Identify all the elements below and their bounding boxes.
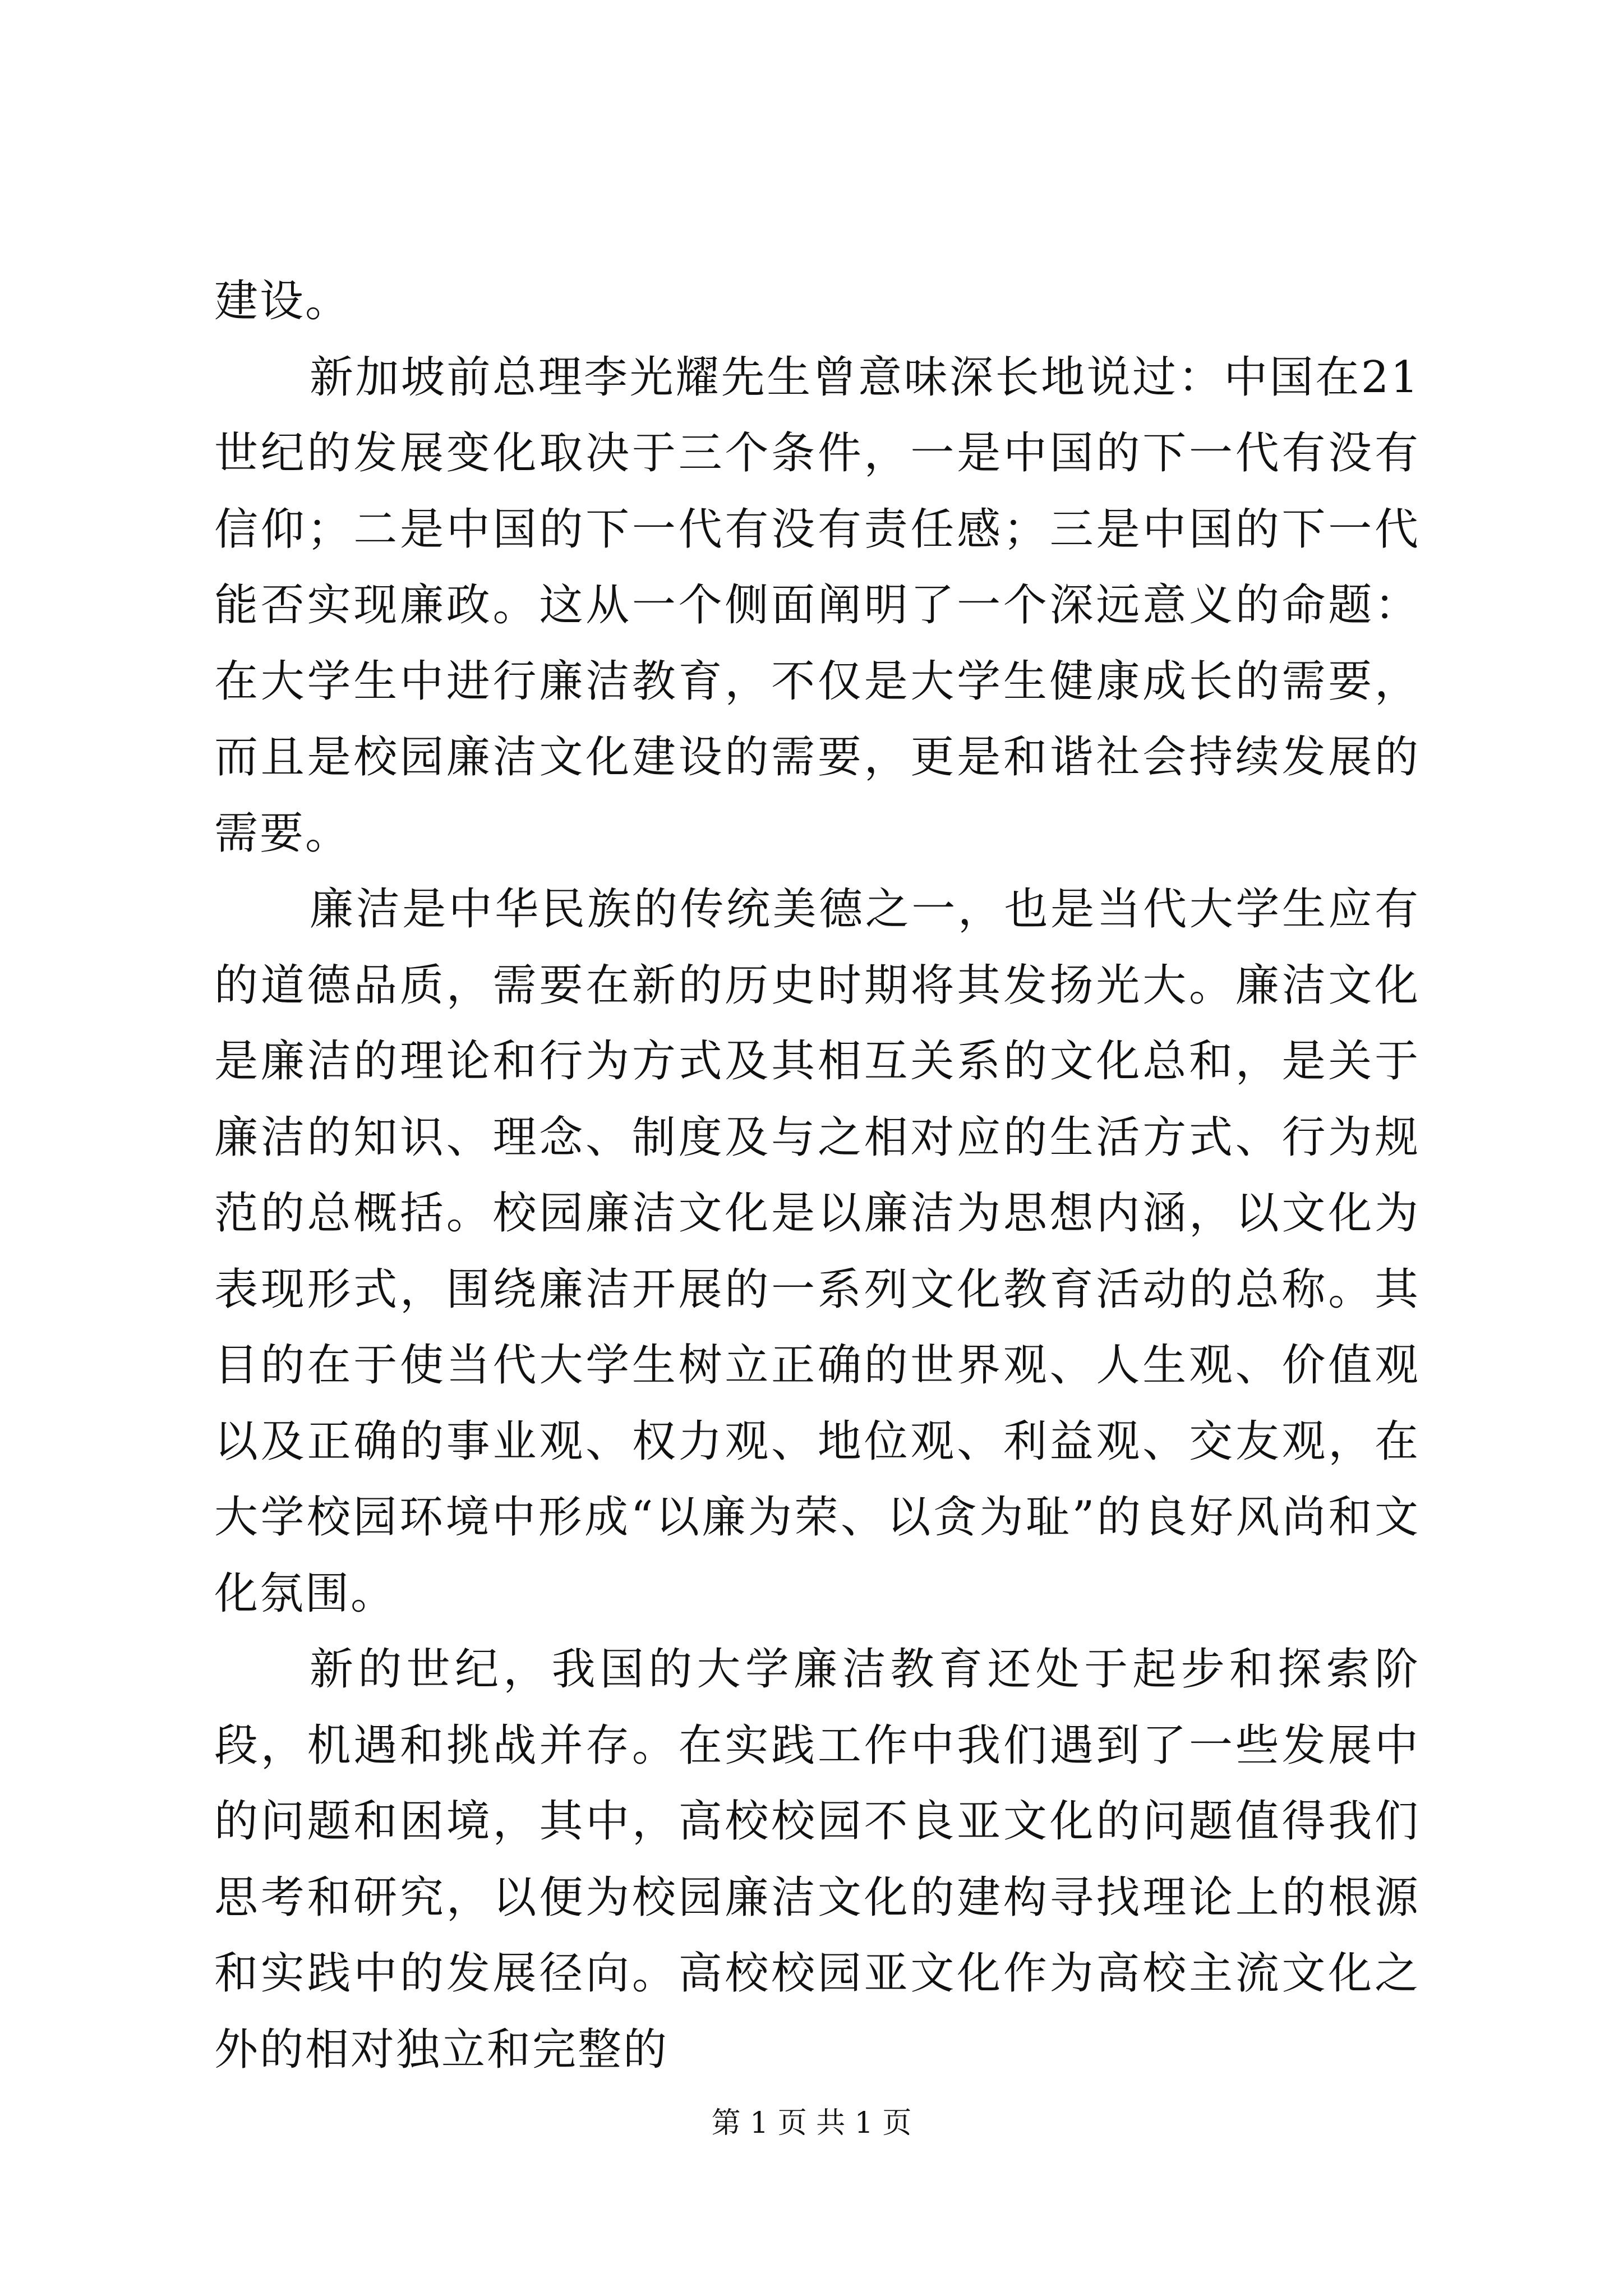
document-body: [214, 264, 1420, 2088]
paragraph-2: 新加坡前总理李光耀先生曾意味深长地说过：中国在21世纪的发展变化取决于三个条件，一是中国的下一代有没有信仰；二是中国的下一代有没有责任感；三是中国的下一代能否实现廉政。这从一个侧面阐明了一个深远意义的命题：在大学生中进行廉洁教育，不仅是大学生健康成长的需要，而且是校园廉洁文化建设的需要，更是和谐社会持续发展的需要。: [214, 352, 1420, 859]
paragraph-1: 建设。: [214, 276, 351, 326]
paragraph-3: 廉洁是中华民族的传统美德之一，也是当代大学生应有的道德品质，需要在新的历史时期将其发扬光大。廉洁文化是廉洁的理论和行为方式及其相互关系的文化总和，是关于廉洁的知识、理念、制度及与之相对应的生活方式、行为规范的总概括。校园廉洁文化是以廉洁为思想内涵，以文化为表现形式，围绕廉洁开展的一系列文化教育活动的总称。其目的在于使当代大学生树立正确的世界观、人生观、价值观以及正确的事业观、权力观、地位观、利益观、交友观，在大学校园环境中形成“以廉为荣、以贪为耻”的良好风尚和文化氛围。: [214, 884, 1420, 1619]
paragraph-4: 新的世纪，我国的大学廉洁教育还处于起步和探索阶段，机遇和挑战并存。在实践工作中我们遇到了一些发展中的问题和困境，其中，高校校园不良亚文化的问题值得我们思考和研究，以便为校园廉洁文化的建构寻找理论上的根源和实践中的发展径向。高校校园亚文化作为高校主流文化之外的相对独立和完整的: [214, 1644, 1420, 2075]
page-footer: 第 1 页 共 1 页: [711, 2106, 912, 2140]
